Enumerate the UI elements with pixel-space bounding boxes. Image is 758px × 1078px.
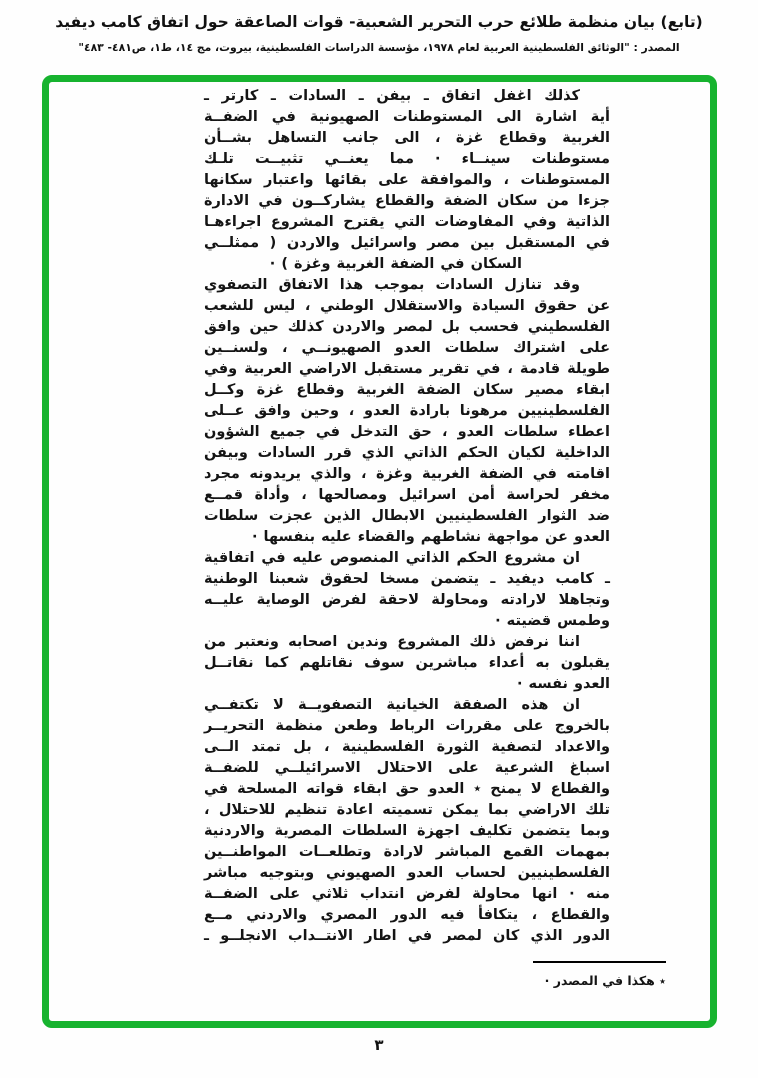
- text-line: على اشتراك سلطات العدو الصهيونــي ، ولسنــين: [204, 340, 610, 356]
- text-line: والقطاع لا يمنح ٭ العدو حق ابقاء قواته المسلحة في: [204, 781, 610, 797]
- text-line: والاعداد لتصفية الثورة الفلسطينية ، بل تمتد الــى: [204, 739, 610, 755]
- paragraph: [204, 86, 610, 275]
- text-line: الداخلية لكيان الحكم الذاتي الذي قرر السادات وبيفن: [204, 445, 610, 461]
- text-line: والقطاع ، يتكافأ فيه الدور المصري والاردني مــع: [204, 907, 610, 923]
- source-citation: المصدر : "الوثائق الفلسطينية العربية لعام ١٩٧٨، مؤسسة الدراسات الفلسطينية، بيروت، مج ١٤، ط١، ص٤٨١- ٤٨٣": [78, 41, 680, 54]
- text-line: جزءا من سكان الضفة والقطاع يشاركــون في الادارة: [204, 193, 610, 209]
- text-line: الذاتية وفي المفاوضات التي يقترح المشروع اجراءهـا: [204, 214, 610, 230]
- text-line: في المستقبل بين مصر واسرائيل والاردن ( ممثلــي: [204, 235, 610, 251]
- footnote: [526, 961, 666, 988]
- text-line: اننا نرفض ذلك المشروع وندين اصحابه ونعتبر من: [204, 634, 580, 650]
- text-line: يقبلون به أعداء مباشرين سوف نقاتلهم كما نقاتــل: [204, 655, 610, 671]
- paragraph: [204, 695, 610, 947]
- text-line: اعطاء سلطات العدو ، حق التدخل في جميع الشؤون: [204, 424, 610, 440]
- text-line: العدو نفسه ·: [516, 676, 610, 692]
- document-body: [204, 86, 610, 947]
- text-line: اسباغ الشرعية على الاحتلال الاسرائيلــي للضفــة: [204, 760, 610, 776]
- text-line: تلك الاراضي بما يمكن تسميته اعادة تنظيم للاحتلال ،: [204, 802, 610, 818]
- text-line: أية اشارة الى المستوطنات الصهيونية في الضفــة: [204, 109, 610, 125]
- text-line: ان هذه الصفقة الخيانية التصفويــة لا تكتفــي: [204, 697, 580, 713]
- text-line: ـ كامب ديفيد ـ يتضمن مسخا لحقوق شعبنا الوطنية: [204, 571, 610, 587]
- text-line: المستوطنات ، والموافقة على بقائها واعتبار سكانها: [204, 172, 610, 188]
- text-line: الفلسطينيين مرهونا بارادة العدو ، وحين وافق عــلى: [204, 403, 610, 419]
- page-frame: [42, 75, 717, 1028]
- text-line: الفلسطينيين لحساب العدو الصهيوني وبتوجيه مباشر: [204, 865, 610, 881]
- footnote-divider: [533, 961, 666, 963]
- text-line: كذلك اغفل اتفاق ـ بيفن ـ السادات ـ كارتر ـ: [204, 88, 580, 104]
- paragraph: [204, 275, 610, 548]
- text-line: السكان في الضفة الغربية وغزة ) ·: [269, 256, 522, 272]
- text-line: مخفر لحراسة أمن اسرائيل ومصالحها ، وأداة قمــع: [204, 487, 610, 503]
- text-line: مستوطنات سينــاء · مما يعنــي تثبيــت تلـك: [204, 151, 610, 167]
- paragraph: [204, 548, 610, 632]
- text-line: وتجاهلا لارادته ومحاولة لاحقة لفرض الوصاية عليــه: [204, 592, 610, 608]
- text-line: وقد تنازل السادات بموجب هذا الاتفاق التصفوي: [204, 277, 580, 293]
- text-line: ان مشروع الحكم الذاتي المنصوص عليه في اتفاقية: [204, 550, 580, 566]
- text-line: بمهمات القمع المباشر لارادة وتطلعــات المواطنــين: [204, 844, 610, 860]
- page-title: (تابع) بيان منظمة طلائع حرب التحرير الشعبية- قوات الصاعقة حول اتفاق كامب ديفيد: [55, 13, 703, 31]
- text-line: وطمس قضيته ·: [495, 613, 610, 629]
- text-line: بالخروج على مقررات الرباط وطعن منظمة التحريــر: [204, 718, 610, 734]
- text-line: وبما يتضمن تكليف اجهزة السلطات المصرية والاردنية: [204, 823, 610, 839]
- text-line: طويلة قادمة ، في تقرير مستقبل الاراضي العربية وفي: [204, 361, 610, 377]
- page-number: ٣: [374, 1036, 384, 1054]
- text-line: الغربية وقطاع غزة ، الى جانب التساهل بشــأن: [204, 130, 610, 146]
- text-line: عن حقوق السيادة والاستقلال الوطني ، ليس للشعب: [204, 298, 610, 314]
- footnote-text: ٭ هكذا في المصدر ·: [544, 973, 666, 988]
- text-line: ضد الثوار الفلسطينيين الابطال الذين عجزت سلطات: [204, 508, 610, 524]
- text-line: الدور الذي كان لمصر في اطار الانتــداب الانجلــو ـ: [204, 928, 610, 944]
- paragraph: [204, 632, 610, 695]
- text-line: اقامته في الضفة الغربية وغزة ، والذي يريدونه مجرد: [204, 466, 610, 482]
- text-line: منه · انها محاولة لفرض انتداب ثلاثي على الضفــة: [204, 886, 610, 902]
- text-line: العدو عن مواجهة نشاطهم والقضاء عليه بنفسها ·: [251, 529, 610, 545]
- text-line: ابقاء مصير سكان الضفة الغربية وقطاع غزة وكــل: [204, 382, 610, 398]
- text-line: الفلسطيني فحسب بل لمصر والاردن كذلك حين وافق: [204, 319, 610, 335]
